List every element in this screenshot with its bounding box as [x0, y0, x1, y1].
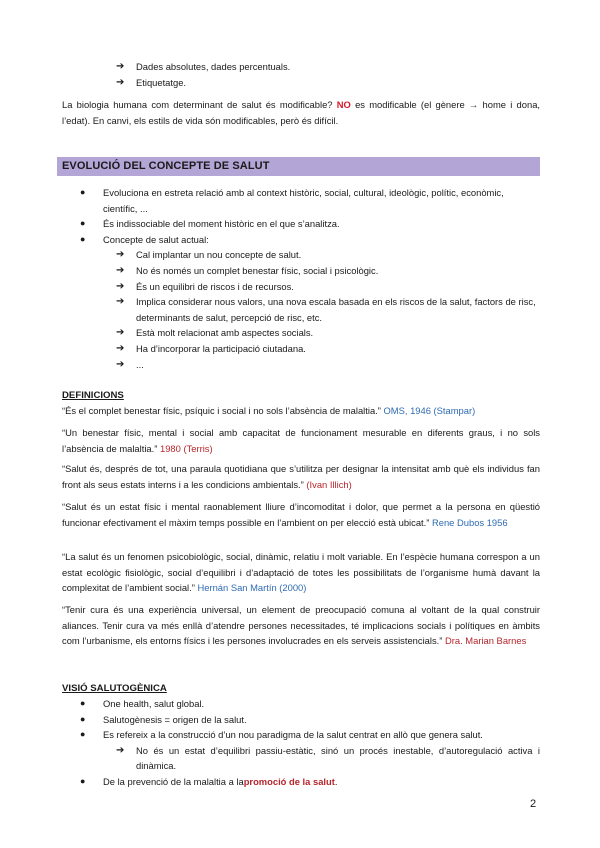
section-banner	[57, 157, 540, 176]
list-item: ● Salutogènesis = origen de la salut.	[80, 712, 540, 728]
list-item: ● De la prevenció de la malaltia a lapromoció de la salut.	[80, 774, 540, 790]
list-item: ● One health, salut global.	[80, 696, 540, 712]
arrow-icon: ➔	[116, 264, 125, 276]
definition-source: (Ivan Illich)	[306, 478, 352, 490]
list-item: ➔ ...	[116, 357, 540, 373]
definition-source: Hernán San Martín (2000)	[197, 582, 307, 594]
bullet-icon: ●	[80, 187, 86, 197]
list-item: ➔ No és un estat d’equilibri passiu-estàtic, sinó un procés inestable, d’autoregulació activa i dinàmica.	[116, 744, 540, 772]
definition-source: Rene Dubos 1956	[431, 516, 508, 528]
list-item: ➔ No és només un complet benestar físic, social i psicològic.	[116, 263, 540, 279]
list-item: ● Es refereix a la construcció d’un nou paradigma de la salut centrat en allò que genera salut. ➔ No és un estat d’equilibri passiu-estàtic, sinó un procés inestable, d’autoregulació activa i dinàmica.	[80, 727, 540, 774]
list-item: ● Evoluciona en estreta relació amb al context històric, social, cultural, ideològic, polític, econòmic, científic, ...	[80, 187, 504, 214]
definition-paragraph: “Salut és un estat físic i mental raonablement lliure d’incomoditat i dolor, que permet a la persona en qüestió funcionar efectivament el màxim temps possible en l’ambient on per elecció està ubicat.” Rene Dubos 1956	[62, 501, 540, 528]
definition-source: 1980 (Terris)	[159, 442, 213, 454]
arrow-icon: ➔	[116, 342, 125, 354]
definition-paragraph: “Un benestar físic, mental i social amb capacitat de funcionament mesurable en diferents graus, i no sols l’absència de malaltia.” 1980 (Terris)	[62, 427, 540, 454]
arrow-icon: ➔	[116, 358, 125, 370]
definition-source: Dra. Marian Barnes	[444, 635, 527, 647]
list-item: ➔ Implica considerar nous valors, una nova escala basada en els riscos de la salut, factors de risc, determinants de salut, percepció de risc, etc.	[116, 296, 536, 323]
list-item: ➔ Està molt relacionat amb aspectes socials.	[116, 325, 540, 341]
list-item: ➔ Ha d’incorporar la participació ciutadana.	[116, 341, 540, 357]
arrow-icon: ➔	[116, 744, 125, 756]
arrow-icon: ➔	[116, 296, 125, 308]
list-item: ➔ Cal implantar un nou concepte de salut.	[116, 247, 540, 263]
bullet-icon: ●	[80, 775, 86, 786]
bullet-icon: ●	[80, 729, 86, 740]
list-item: ➔ Etiquetatge.	[116, 75, 540, 91]
list-item: ➔ És un equilibri de riscos i de recursos.	[116, 279, 540, 295]
bullet-icon: ●	[80, 698, 86, 708]
list-item: ● És indissociable del moment històric en el que s’analitza.	[80, 216, 540, 232]
biology-paragraph: La biologia humana com determinant de salut és modificable? NO es modificable (el gènere → home i dona, l’edat). En canvi, els estils de vida són modificables, però és difícil.	[62, 99, 541, 126]
promotion-highlight: promoció de la salut	[243, 775, 335, 787]
visio-heading: VISIÓ SALUTOGÈNICA	[62, 683, 167, 694]
page-number: 2	[530, 798, 537, 810]
list-item: ● Concepte de salut actual: ➔ Cal implantar un nou concepte de salut. ➔ No és només un complet benestar físic, social i psicològic. ➔ És un equilibri de riscos i de recursos. ➔ Implica considerar nous valors, una nova escala basada en els riscos de la salut, factors de risc, determinants de salut, percepció de risc, etc. ➔ Està molt relacionat amb aspectes socials. ➔ Ha d’incorporar la participació ciutadana. ➔ ...	[80, 232, 540, 372]
evolucio-list	[80, 185, 540, 372]
no-highlight: NO	[336, 99, 351, 110]
definition-source: OMS, 1946 (Stampar)	[383, 405, 476, 416]
list-item: ➔ Dades absolutes, dades percentuals.	[116, 59, 540, 75]
arrow-icon: ➔	[116, 280, 125, 292]
top-arrow-list	[116, 59, 540, 90]
definition-paragraph: “És el complet benestar físic, psíquic i social i no sols l’absència de malaltia.” OMS, 1946 (Stampar)	[62, 405, 476, 416]
definition-paragraph: “Tenir cura és una experiència universal, un element de preocupació comuna al voltant de la qual construir aliances. Tenir cura va més enllà d’atendre persones necessitades, té implicacions socials i polítiques en àmbits com l’urbanisme, els entorns físics i les persones involucrades en els serveis assistencials.” Dra. Marian Barnes	[62, 604, 540, 647]
arrow-icon: ➔	[116, 61, 125, 72]
bullet-icon: ●	[80, 233, 86, 244]
evolucio-sublist	[116, 247, 540, 372]
visio-list	[80, 696, 540, 790]
arrow-icon: ➔	[116, 327, 125, 339]
section-title: EVOLUCIÓ DEL CONCEPTE DE SALUT	[62, 160, 270, 172]
definition-paragraph: “Salut és, després de tot, una paraula quotidiana que s’utilitza per designar la intensitat amb què els individus fan front als seus estats interns i a les condicions ambientals.” (Ivan Illich)	[62, 463, 540, 490]
definition-paragraph: “La salut és un fenomen psicobiològic, social, dinàmic, relatiu i molt variable. En l’espècie humana correspon a un estat ecològic fisiològic, social d’equilibri i d’adaptació de totes les possibilitats de l’organisme humà davant la complexitat de l’ambient social.” Hernán San Martín (2000)	[62, 551, 540, 594]
bullet-icon: ●	[80, 218, 86, 229]
definicions-heading: DEFINICIONS	[62, 390, 124, 401]
bullet-icon: ●	[80, 713, 86, 724]
visio-sublist	[116, 743, 540, 774]
arrow-icon: ➔	[116, 249, 125, 261]
arrow-icon: ➔	[116, 76, 125, 88]
